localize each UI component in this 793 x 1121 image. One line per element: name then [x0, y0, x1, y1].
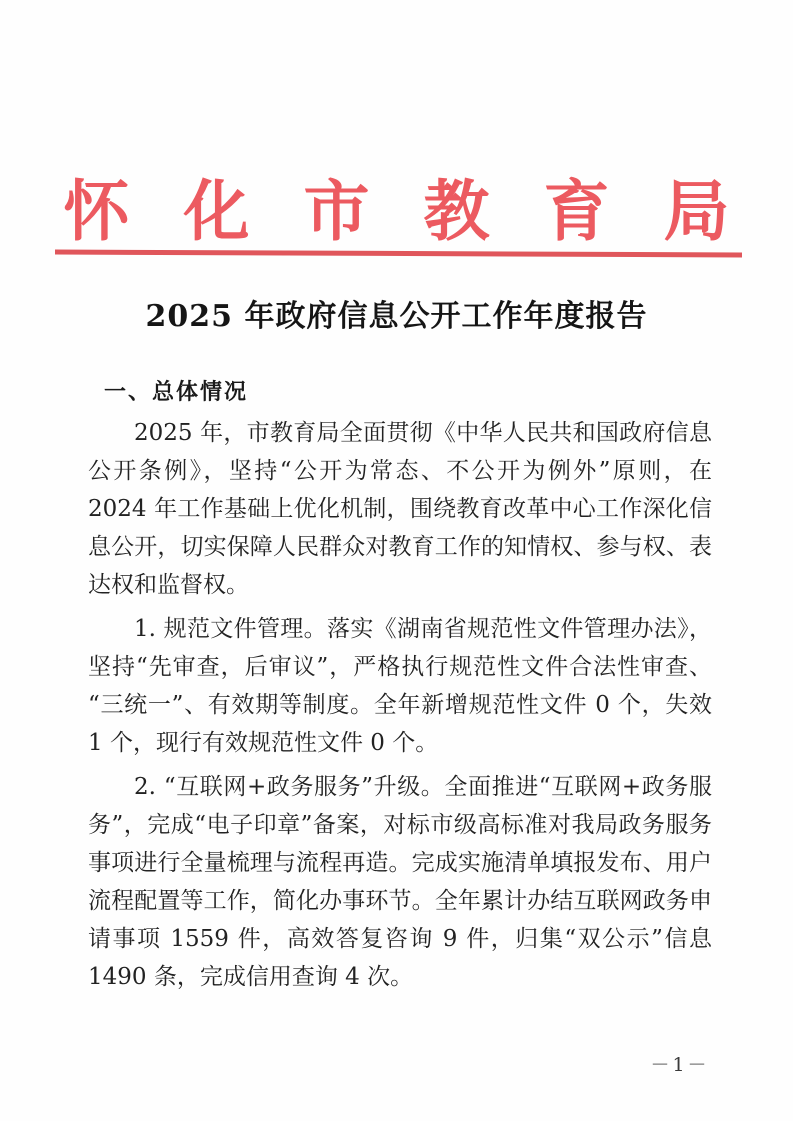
- paragraph-internet-government-service: 2. “互联网+政务服务”升级。全面推进“互联网+政务服务”，完成“电子印章”备案，对标市级高标准对我局政务服务事项进行全量梳理与流程再造。完成实施清单填报发布、用户流程配置等工作，简化办事环节。全年累计办结互联网政务申请事项 1559 件，高效答复咨询 9 件，归集“双公示”信息 1490 条，完成信用查询 4 次。: [88, 774, 712, 990]
- page-number: －1－: [650, 1054, 710, 1076]
- paragraph-document-management: 1. 规范文件管理。落实《湖南省规范性文件管理办法》，坚持“先审查，后审议”，严格执行规范性文件合法性审查、“三统一”、有效期等制度。全年新增规范性文件 0 个，失效 1 个，现行有效规范性文件 0 个。: [88, 616, 712, 756]
- paragraph-overview: 2025 年，市教育局全面贯彻《中华人民共和国政府信息公开条例》，坚持“公开为常态、不公开为例外”原则，在 2024 年工作基础上优化机制，围绕教育改革中心工作深化信息公开，切实保障人民群众对教育工作的知情权、参与权、表达权和监督权。: [88, 420, 712, 598]
- body-text: [88, 414, 712, 1002]
- section-heading-overview: 一、总体情况: [104, 379, 249, 404]
- letterhead-agency-name: 怀化市教育局: [63, 172, 784, 250]
- report-title: 2025 年政府信息公开工作年度报告: [145, 299, 648, 334]
